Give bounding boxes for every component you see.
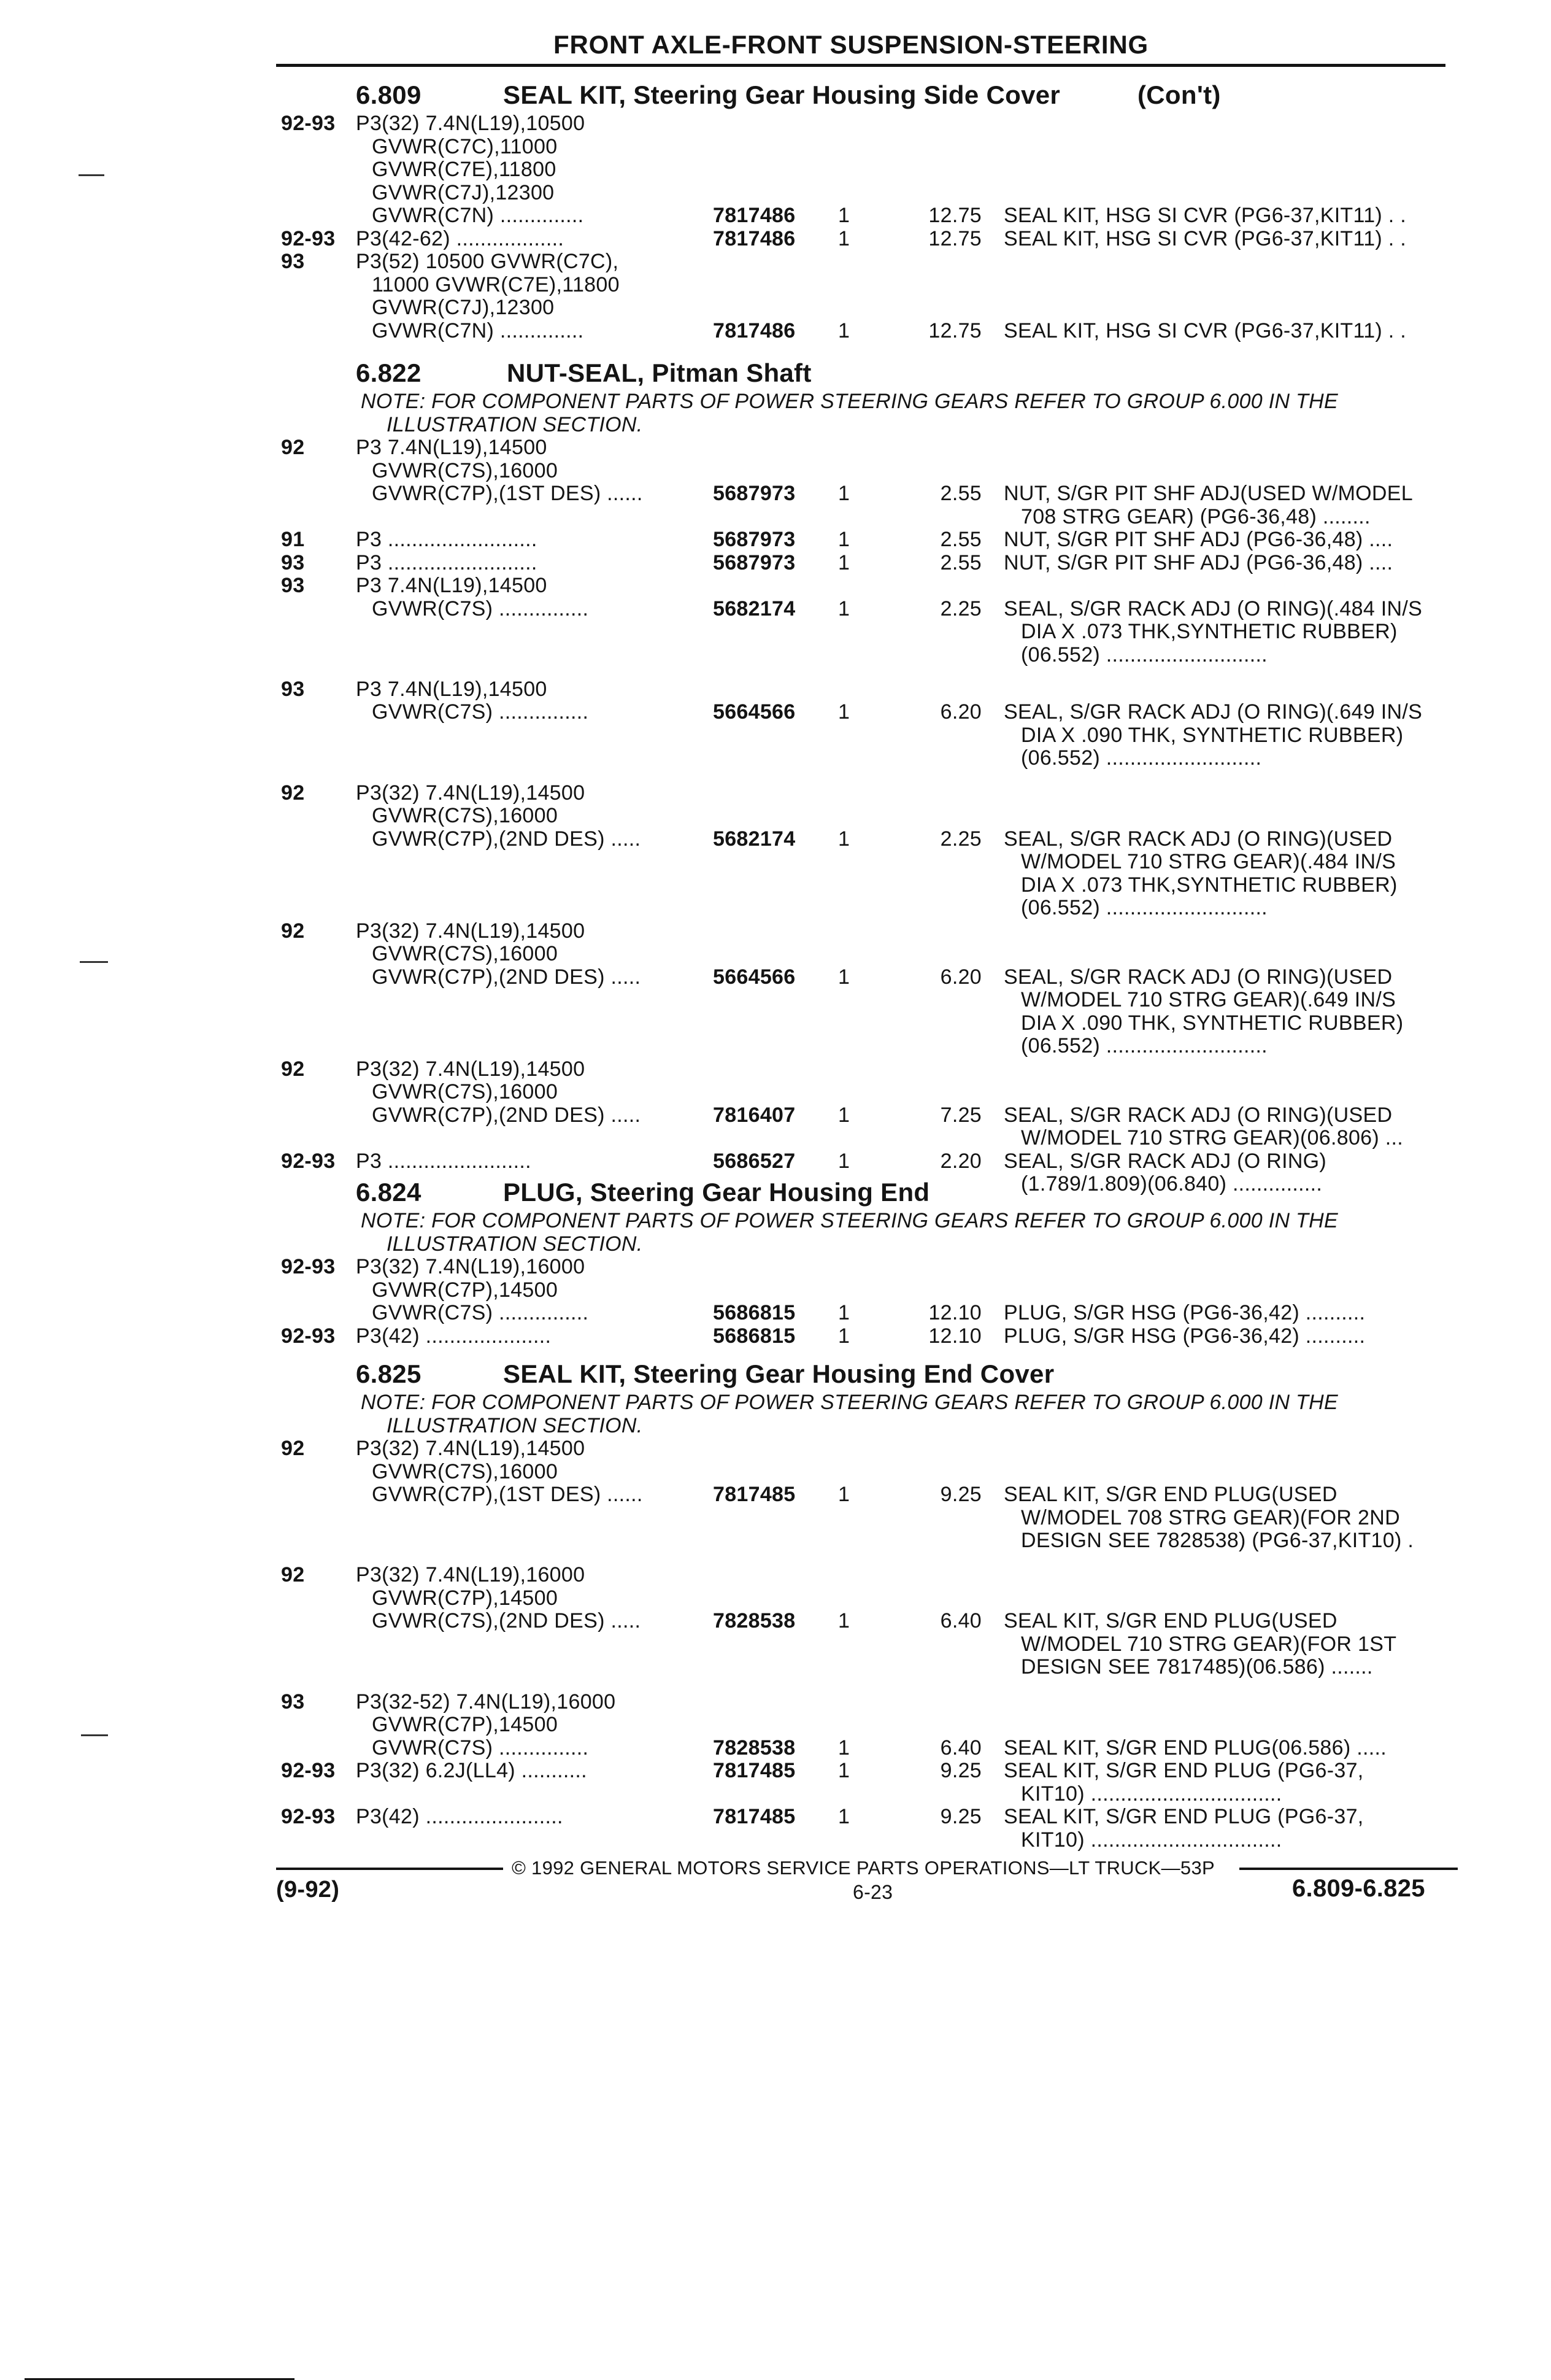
quantity: 1 xyxy=(838,965,850,989)
price: 2.55 xyxy=(940,528,982,551)
application: GVWR(C7P),(2ND DES) ..... xyxy=(372,1103,641,1127)
part-description-cont: DIA X .073 THK,SYNTHETIC RUBBER) xyxy=(1021,620,1398,643)
price: 6.20 xyxy=(940,700,982,724)
year-range: 91 xyxy=(281,528,305,551)
part-description-cont: DESIGN SEE 7817485)(06.586) ....... xyxy=(1021,1655,1373,1679)
year-range: 92-93 xyxy=(281,226,336,250)
year-range: 93 xyxy=(281,551,305,574)
quantity: 1 xyxy=(838,1324,850,1348)
section-number: 6.825 xyxy=(356,1359,421,1388)
price: 2.55 xyxy=(940,482,982,505)
price: 9.25 xyxy=(940,1483,982,1506)
footer-copyright: © 1992 GENERAL MOTORS SERVICE PARTS OPERATIONS—LT TRUCK—53P xyxy=(512,1857,1215,1879)
section-note: ILLUSTRATION SECTION. xyxy=(387,1232,643,1256)
application: P3 7.4N(L19),14500 xyxy=(356,436,547,459)
part-description-cont: W/MODEL 708 STRG GEAR)(FOR 2ND xyxy=(1021,1505,1400,1529)
section-suffix: (Con't) xyxy=(1137,80,1221,109)
part-number: 7828538 xyxy=(713,1609,796,1633)
section-note: NOTE: FOR COMPONENT PARTS OF POWER STEERING GEARS REFER TO GROUP 6.000 IN THE xyxy=(361,1209,1338,1232)
part-description: SEAL, S/GR RACK ADJ (O RING)(USED xyxy=(1004,1103,1393,1127)
application: P3 7.4N(L19),14500 xyxy=(356,677,547,701)
part-description: SEAL KIT, S/GR END PLUG(USED xyxy=(1004,1609,1337,1633)
price: 6.40 xyxy=(940,1609,982,1633)
application: GVWR(C7S),16000 xyxy=(372,804,558,827)
application: GVWR(C7P),(1ST DES) ...... xyxy=(372,482,643,505)
footer-rule-right xyxy=(1239,1868,1458,1870)
part-description: SEAL KIT, HSG SI CVR (PG6-37,KIT11) . . xyxy=(1004,226,1407,250)
part-number: 5686815 xyxy=(713,1301,796,1324)
application: P3(32) 7.4N(L19),14500 xyxy=(356,1057,585,1081)
section-title: SEAL KIT, Steering Gear Housing End Cover xyxy=(503,1359,1055,1388)
part-description: SEAL, S/GR RACK ADJ (O RING)(USED xyxy=(1004,827,1393,851)
part-description: NUT, S/GR PIT SHF ADJ(USED W/MODEL xyxy=(1004,482,1413,505)
section-title: PLUG, Steering Gear Housing End xyxy=(503,1178,930,1207)
application: GVWR(C7S),16000 xyxy=(372,1080,558,1103)
part-description-cont: (06.552) ........................... xyxy=(1021,896,1268,919)
price: 2.25 xyxy=(940,597,982,620)
part-number: 5687973 xyxy=(713,482,796,505)
part-number: 7817485 xyxy=(713,1759,796,1782)
application: P3(42) ....................... xyxy=(356,1805,563,1828)
part-description: SEAL, S/GR RACK ADJ (O RING)(.484 IN/S xyxy=(1004,597,1423,620)
quantity: 1 xyxy=(838,1805,850,1828)
quantity: 1 xyxy=(838,1301,850,1324)
application: GVWR(C7S) ............... xyxy=(372,700,589,724)
part-description-cont: (06.552) ........................... xyxy=(1021,643,1268,666)
application: GVWR(C7S),16000 xyxy=(372,942,558,965)
year-range: 92 xyxy=(281,919,305,943)
year-range: 92 xyxy=(281,781,305,805)
part-number: 7817486 xyxy=(713,226,796,250)
price: 2.55 xyxy=(940,551,982,574)
margin-mark xyxy=(80,961,108,963)
part-description-cont: KIT10) ................................ xyxy=(1021,1782,1282,1806)
year-range: 93 xyxy=(281,250,305,273)
year-range: 92-93 xyxy=(281,1759,336,1782)
section-note: ILLUSTRATION SECTION. xyxy=(387,412,643,436)
application: GVWR(C7N) .............. xyxy=(372,204,584,227)
application: GVWR(C7S),16000 xyxy=(372,458,558,482)
margin-mark xyxy=(81,1734,108,1736)
application: P3(32) 7.4N(L19),14500 xyxy=(356,919,585,943)
part-description-cont: DIA X .090 THK, SYNTHETIC RUBBER) xyxy=(1021,723,1404,747)
year-range: 92-93 xyxy=(281,1255,336,1278)
quantity: 1 xyxy=(838,1759,850,1782)
application: GVWR(C7S) ............... xyxy=(372,597,589,620)
part-number: 5686527 xyxy=(713,1149,796,1173)
application: GVWR(C7S) ............... xyxy=(372,1736,589,1760)
part-number: 5686815 xyxy=(713,1324,796,1348)
footer-rule-left xyxy=(276,1868,503,1870)
price: 2.20 xyxy=(940,1149,982,1173)
part-description: SEAL, S/GR RACK ADJ (O RING)(USED xyxy=(1004,965,1393,989)
part-number: 7817485 xyxy=(713,1483,796,1506)
part-number: 7817485 xyxy=(713,1805,796,1828)
application: GVWR(C7J),12300 xyxy=(372,180,555,204)
price: 12.75 xyxy=(928,204,982,227)
part-number: 5687973 xyxy=(713,551,796,574)
price: 6.40 xyxy=(940,1736,982,1760)
part-description-cont: W/MODEL 710 STRG GEAR)(06.806) ... xyxy=(1021,1126,1403,1149)
quantity: 1 xyxy=(838,700,850,724)
part-number: 7817486 xyxy=(713,319,796,342)
application: GVWR(C7P),14500 xyxy=(372,1713,558,1736)
section-note: NOTE: FOR COMPONENT PARTS OF POWER STEERING GEARS REFER TO GROUP 6.000 IN THE xyxy=(361,1391,1338,1414)
part-description-cont: (06.552) ........................... xyxy=(1021,1034,1268,1057)
price: 2.25 xyxy=(940,827,982,851)
quantity: 1 xyxy=(838,1609,850,1633)
section-number: 6.822 xyxy=(356,358,421,387)
part-description: SEAL, S/GR RACK ADJ (O RING) xyxy=(1004,1149,1327,1173)
application: GVWR(C7E),11800 xyxy=(372,158,556,181)
margin-mark xyxy=(79,174,104,176)
application: P3(42) ..................... xyxy=(356,1324,552,1348)
part-description: SEAL KIT, S/GR END PLUG(06.586) ..... xyxy=(1004,1736,1387,1760)
part-description: NUT, S/GR PIT SHF ADJ (PG6-36,48) .... xyxy=(1004,551,1393,574)
application: P3 ......................... xyxy=(356,528,537,551)
quantity: 1 xyxy=(838,827,850,851)
quantity: 1 xyxy=(838,1103,850,1127)
part-description-cont: DIA X .090 THK, SYNTHETIC RUBBER) xyxy=(1021,1011,1404,1035)
year-range: 92 xyxy=(281,436,305,459)
application: P3(32-52) 7.4N(L19),16000 xyxy=(356,1690,616,1714)
year-range: 92 xyxy=(281,1563,305,1587)
year-range: 92 xyxy=(281,1437,305,1460)
quantity: 1 xyxy=(838,597,850,620)
price: 6.20 xyxy=(940,965,982,989)
price: 12.10 xyxy=(928,1301,982,1324)
part-number: 5682174 xyxy=(713,597,796,620)
quantity: 1 xyxy=(838,204,850,227)
application: GVWR(C7S),16000 xyxy=(372,1459,558,1483)
footer-page-number: 6-23 xyxy=(853,1881,893,1903)
application: P3(32) 7.4N(L19),14500 xyxy=(356,781,585,805)
application: P3(32) 7.4N(L19),16000 xyxy=(356,1563,585,1587)
year-range: 92-93 xyxy=(281,1149,336,1173)
part-description: PLUG, S/GR HSG (PG6-36,42) .......... xyxy=(1004,1301,1366,1324)
year-range: 93 xyxy=(281,574,305,597)
quantity: 1 xyxy=(838,1736,850,1760)
application: P3(32) 7.4N(L19),10500 xyxy=(356,112,585,135)
section-note: ILLUSTRATION SECTION. xyxy=(387,1413,643,1437)
section-note: NOTE: FOR COMPONENT PARTS OF POWER STEERING GEARS REFER TO GROUP 6.000 IN THE xyxy=(361,390,1338,413)
part-description: PLUG, S/GR HSG (PG6-36,42) .......... xyxy=(1004,1324,1366,1348)
year-range: 92-93 xyxy=(281,1805,336,1828)
year-range: 92 xyxy=(281,1057,305,1081)
quantity: 1 xyxy=(838,319,850,342)
application: GVWR(C7P),(1ST DES) ...... xyxy=(372,1483,643,1506)
part-description: SEAL KIT, S/GR END PLUG(USED xyxy=(1004,1483,1337,1506)
part-description: SEAL KIT, S/GR END PLUG (PG6-37, xyxy=(1004,1759,1364,1782)
part-number: 7817486 xyxy=(713,204,796,227)
application: GVWR(C7P),(2ND DES) ..... xyxy=(372,827,641,851)
part-number: 5682174 xyxy=(713,827,796,851)
application: GVWR(C7S) ............... xyxy=(372,1301,589,1324)
part-description-cont: DESIGN SEE 7828538) (PG6-37,KIT10) . xyxy=(1021,1529,1414,1552)
application: P3(32) 7.4N(L19),16000 xyxy=(356,1255,585,1278)
application: GVWR(C7P),14500 xyxy=(372,1586,558,1610)
application: P3 ......................... xyxy=(356,551,537,574)
application: P3(32) 6.2J(LL4) ........... xyxy=(356,1759,587,1782)
application: GVWR(C7S),(2ND DES) ..... xyxy=(372,1609,641,1633)
section-number: 6.809 xyxy=(356,80,421,109)
part-description-cont: DIA X .073 THK,SYNTHETIC RUBBER) xyxy=(1021,873,1398,897)
part-number: 5664566 xyxy=(713,965,796,989)
year-range: 92-93 xyxy=(281,1324,336,1348)
year-range: 93 xyxy=(281,1690,305,1714)
page-title: FRONT AXLE-FRONT SUSPENSION-STEERING xyxy=(553,30,1149,59)
year-range: 93 xyxy=(281,677,305,701)
part-description: SEAL KIT, HSG SI CVR (PG6-37,KIT11) . . xyxy=(1004,319,1407,342)
price: 12.10 xyxy=(928,1324,982,1348)
quantity: 1 xyxy=(838,1149,850,1173)
application: P3 7.4N(L19),14500 xyxy=(356,574,547,597)
quantity: 1 xyxy=(838,1483,850,1506)
price: 12.75 xyxy=(928,226,982,250)
part-description-cont: (1.789/1.809)(06.840) ............... xyxy=(1021,1172,1323,1196)
application: GVWR(C7P),(2ND DES) ..... xyxy=(372,965,641,989)
application: P3(52) 10500 GVWR(C7C), xyxy=(356,250,619,273)
part-description-cont: W/MODEL 710 STRG GEAR)(FOR 1ST xyxy=(1021,1632,1397,1656)
part-description-cont: (06.552) .......................... xyxy=(1021,746,1262,770)
quantity: 1 xyxy=(838,551,850,574)
part-description-cont: W/MODEL 710 STRG GEAR)(.484 IN/S xyxy=(1021,850,1396,873)
header-rule xyxy=(276,64,1445,67)
part-description: SEAL KIT, HSG SI CVR (PG6-37,KIT11) . . xyxy=(1004,204,1407,227)
part-description: SEAL KIT, S/GR END PLUG (PG6-37, xyxy=(1004,1805,1364,1828)
part-number: 5687973 xyxy=(713,528,796,551)
application: GVWR(C7N) .............. xyxy=(372,319,584,342)
year-range: 92-93 xyxy=(281,112,336,135)
part-number: 7828538 xyxy=(713,1736,796,1760)
part-description-cont: W/MODEL 710 STRG GEAR)(.649 IN/S xyxy=(1021,988,1396,1011)
application: P3(42-62) .................. xyxy=(356,226,564,250)
quantity: 1 xyxy=(838,482,850,505)
price: 9.25 xyxy=(940,1759,982,1782)
application: P3(32) 7.4N(L19),14500 xyxy=(356,1437,585,1460)
application: 11000 GVWR(C7E),11800 xyxy=(372,272,620,296)
part-number: 5664566 xyxy=(713,700,796,724)
part-description: SEAL, S/GR RACK ADJ (O RING)(.649 IN/S xyxy=(1004,700,1423,724)
part-description-cont: KIT10) ................................ xyxy=(1021,1828,1282,1852)
application: GVWR(C7P),14500 xyxy=(372,1278,558,1302)
part-number: 7816407 xyxy=(713,1103,796,1127)
application: GVWR(C7J),12300 xyxy=(372,296,555,319)
quantity: 1 xyxy=(838,528,850,551)
application: GVWR(C7C),11000 xyxy=(372,134,558,158)
price: 12.75 xyxy=(928,319,982,342)
application: P3 ........................ xyxy=(356,1149,531,1173)
price: 9.25 xyxy=(940,1805,982,1828)
footer-range: 6.809-6.825 xyxy=(1292,1875,1425,1902)
price: 7.25 xyxy=(940,1103,982,1127)
section-title: NUT-SEAL, Pitman Shaft xyxy=(507,358,812,387)
section-title: SEAL KIT, Steering Gear Housing Side Cover xyxy=(503,80,1061,109)
footer-date-code: (9-92) xyxy=(276,1877,340,1903)
part-description-cont: 708 STRG GEAR) (PG6-36,48) ........ xyxy=(1021,504,1371,528)
part-description: NUT, S/GR PIT SHF ADJ (PG6-36,48) .... xyxy=(1004,528,1393,551)
quantity: 1 xyxy=(838,226,850,250)
section-number: 6.824 xyxy=(356,1178,421,1207)
